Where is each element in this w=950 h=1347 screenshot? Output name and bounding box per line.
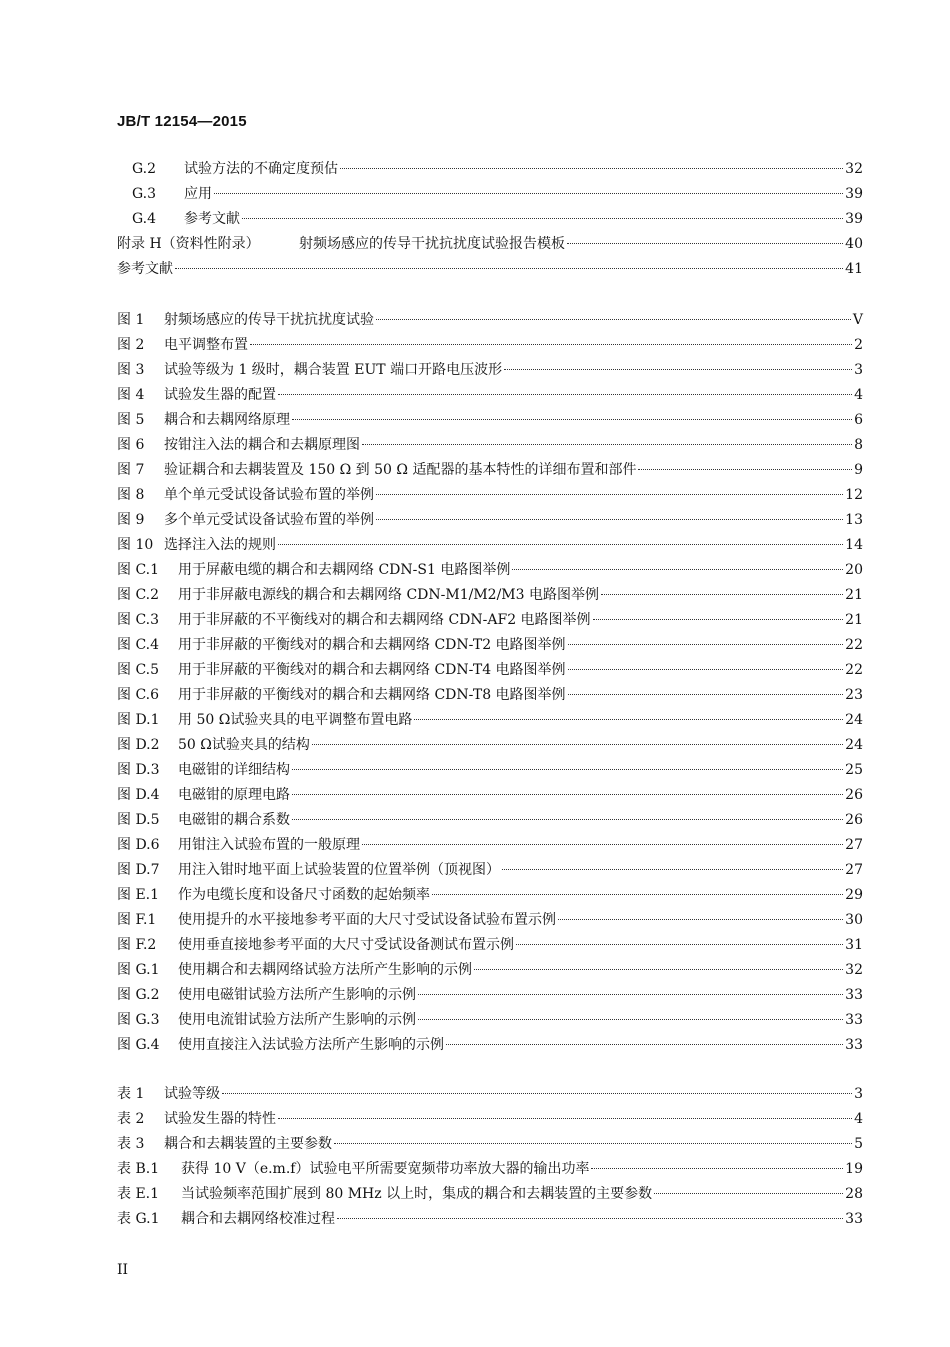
toc-entry-page: 9 — [854, 462, 863, 478]
toc-entry[interactable] — [117, 508, 863, 533]
toc-entry[interactable] — [117, 633, 863, 658]
toc-entry-title: 用钳注入试验布置的一般原理 — [178, 837, 360, 853]
toc-entry-page: 33 — [845, 1211, 863, 1227]
toc-entry-number: 图 D.6 — [117, 837, 160, 853]
toc-entry-number: 图 C.2 — [117, 587, 160, 603]
toc-entry-number: 图 D.4 — [117, 787, 160, 803]
toc-entry-page: 23 — [845, 687, 863, 703]
toc-entry-page: 28 — [845, 1186, 863, 1202]
toc-entry-number: 图 1 — [117, 312, 145, 328]
toc-entry-number: 表 E.1 — [117, 1186, 160, 1202]
toc-entry-number: 图 10 — [117, 537, 154, 553]
toc-entry-number: 图 C.4 — [117, 637, 160, 653]
toc-entry-title: 使用垂直接地参考平面的大尺寸受试设备测试布置示例 — [178, 937, 514, 953]
toc-entry-title: 电磁钳的耦合系数 — [178, 812, 290, 828]
toc-entry-title: 使用电流钳试验方法所产生影响的示例 — [178, 1012, 416, 1028]
toc-entry-title: 用于非屏蔽电源线的耦合和去耦网络 CDN-M1/M2/M3 电路图举例 — [178, 587, 599, 603]
toc-entry-number: 图 G.2 — [117, 987, 160, 1003]
toc-entry-title: 多个单元受试设备试验布置的举例 — [164, 512, 374, 528]
toc-entry[interactable] — [117, 758, 863, 783]
toc-entry-title: 获得 10 V（e.m.f）试验电平所需要宽频带功率放大器的输出功率 — [181, 1161, 590, 1177]
toc-entry-number: 图 D.3 — [117, 762, 160, 778]
toc-entry-title: 试验等级为 1 级时，耦合装置 EUT 端口开路电压波形 — [164, 362, 503, 378]
dot-leader — [446, 1044, 843, 1045]
toc-entry[interactable]: 附录 H（资料性附录） 射频场感应的传导干扰抗扰度试验报告模板 40 — [117, 232, 863, 257]
toc-entry[interactable] — [117, 683, 863, 708]
toc-entry-number: 图 F.1 — [117, 912, 157, 928]
toc-entry-page: 14 — [845, 537, 863, 553]
toc-entry-page: 6 — [854, 412, 863, 428]
dot-leader — [414, 719, 843, 720]
toc-entry-page: 5 — [854, 1136, 863, 1152]
toc-entry-page: 27 — [845, 837, 863, 853]
toc-entry-page: 29 — [845, 887, 863, 903]
toc-entry-title: 单个单元受试设备试验布置的举例 — [164, 487, 374, 503]
toc-entry-number: 表 B.1 — [117, 1161, 160, 1177]
toc-entry[interactable] — [117, 783, 863, 808]
toc-entry-number: 图 E.1 — [117, 887, 160, 903]
toc-entry-page: 3 — [854, 362, 863, 378]
toc-entry-number: 图 G.4 — [117, 1037, 160, 1053]
toc-entry-title: 使用耦合和去耦网络试验方法所产生影响的示例 — [178, 962, 472, 978]
toc-entry[interactable] — [117, 958, 863, 983]
toc-entry-title: 参考文献 — [184, 211, 240, 227]
toc-entry-title: 用于非屏蔽的不平衡线对的耦合和去耦网络 CDN-AF2 电路图举例 — [178, 612, 591, 628]
dot-leader — [312, 744, 843, 745]
toc-entry[interactable] — [117, 1107, 863, 1132]
toc-entry-title: 选择注入法的规则 — [164, 537, 276, 553]
dot-leader — [504, 369, 852, 370]
toc-entry-title: 作为电缆长度和设备尺寸函数的起始频率 — [178, 887, 430, 903]
toc-entry-number: 表 G.1 — [117, 1211, 160, 1227]
dot-leader — [474, 969, 843, 970]
toc-entry-number: 图 8 — [117, 487, 145, 503]
toc-entry[interactable]: G.4 参考文献 39 — [117, 207, 863, 232]
toc-entry-number: 图 C.3 — [117, 612, 160, 628]
document-number-header: JB/T 12154—2015 — [117, 113, 247, 130]
toc-entry-title: 用于非屏蔽的平衡线对的耦合和去耦网络 CDN-T8 电路图举例 — [178, 687, 566, 703]
toc-entry-title: 用于屏蔽电缆的耦合和去耦网络 CDN-S1 电路图举例 — [178, 562, 511, 578]
toc-entry-page: 12 — [845, 487, 863, 503]
toc-entry-page: 39 — [845, 186, 863, 202]
toc-entry-title: 用于非屏蔽的平衡线对的耦合和去耦网络 CDN-T4 电路图举例 — [178, 662, 566, 678]
toc-entry[interactable] — [117, 908, 863, 933]
toc-entry-number: 图 7 — [117, 462, 145, 478]
toc-entry-page: 24 — [845, 712, 863, 728]
dot-leader — [334, 1143, 852, 1144]
dot-leader — [292, 819, 843, 820]
toc-entry[interactable] — [117, 983, 863, 1008]
toc-entry-number: 图 6 — [117, 437, 145, 453]
toc-entry[interactable] — [117, 808, 863, 833]
toc-entry-page: 39 — [845, 211, 863, 227]
toc-entry[interactable] — [117, 1082, 863, 1107]
toc-entry-title: 使用提升的水平接地参考平面的大尺寸受试设备试验布置示例 — [178, 912, 556, 928]
dot-leader — [292, 419, 852, 420]
toc-entry-page: 27 — [845, 862, 863, 878]
toc-entry-number: 图 D.1 — [117, 712, 160, 728]
dot-leader — [601, 594, 843, 595]
toc-entry[interactable] — [117, 358, 863, 383]
toc-entry-number: 图 C.5 — [117, 662, 160, 678]
toc-entry-number: 图 G.3 — [117, 1012, 160, 1028]
toc-entry-page: 33 — [845, 1012, 863, 1028]
toc-entry-page: 22 — [845, 637, 863, 653]
toc-entry-number: 图 5 — [117, 412, 145, 428]
toc-figures-section — [117, 308, 863, 1058]
toc-entry-title: 50 Ω试验夹具的结构 — [178, 737, 310, 753]
dot-leader — [593, 619, 844, 620]
toc-entry-title: 用 50 Ω试验夹具的电平调整布置电路 — [178, 712, 413, 728]
dot-leader — [376, 494, 843, 495]
toc-tables-section — [117, 1082, 863, 1232]
toc-entry-page: 30 — [845, 912, 863, 928]
dot-leader — [568, 669, 844, 670]
dot-leader — [376, 519, 843, 520]
dot-leader — [638, 469, 852, 470]
toc-entry-title: 射频场感应的传导干扰抗扰度试验 — [164, 312, 374, 328]
toc-entry-title: 电磁钳的原理电路 — [178, 787, 290, 803]
toc-entry-title: 试验等级 — [164, 1086, 220, 1102]
dot-leader — [568, 694, 844, 695]
toc-entry[interactable] — [117, 883, 863, 908]
toc-entry-page: 33 — [845, 1037, 863, 1053]
dot-leader — [512, 569, 843, 570]
toc-entry-title: 试验发生器的配置 — [164, 387, 276, 403]
toc-entry-page: 32 — [845, 962, 863, 978]
toc-entry-title: 耦合和去耦装置的主要参数 — [164, 1136, 332, 1152]
toc-entry-page: 26 — [845, 812, 863, 828]
toc-entry-number: 图 4 — [117, 387, 145, 403]
toc-entry[interactable] — [117, 1132, 863, 1157]
toc-entry-page: 33 — [845, 987, 863, 1003]
dot-leader — [362, 444, 852, 445]
toc-entry-title: 使用电磁钳试验方法所产生影响的示例 — [178, 987, 416, 1003]
toc-entry[interactable] — [117, 733, 863, 758]
toc-entry-page: 24 — [845, 737, 863, 753]
toc-entry[interactable] — [117, 533, 863, 558]
toc-entry-page: 4 — [854, 1111, 863, 1127]
toc-entry[interactable] — [117, 658, 863, 683]
toc-entry-number: 图 F.2 — [117, 937, 157, 953]
dot-leader — [591, 1168, 843, 1169]
toc-entry[interactable]: G.3 应用 39 — [117, 182, 863, 207]
toc-entry-title: 参考文献 — [117, 261, 173, 277]
dot-leader — [568, 644, 844, 645]
dot-leader — [432, 894, 843, 895]
dot-leader — [516, 944, 843, 945]
dot-leader — [242, 218, 843, 219]
dot-leader — [292, 794, 843, 795]
dot-leader — [278, 544, 843, 545]
toc-annex-section — [117, 157, 863, 282]
toc-entry-page: 26 — [845, 787, 863, 803]
toc-entry[interactable] — [117, 933, 863, 958]
toc-entry-number: 图 C.6 — [117, 687, 160, 703]
dot-leader — [250, 344, 852, 345]
toc-entry[interactable] — [117, 608, 863, 633]
toc-entry[interactable] — [117, 383, 863, 408]
toc-entry-page: 22 — [845, 662, 863, 678]
toc-entry-title: 使用直接注入法试验方法所产生影响的示例 — [178, 1037, 444, 1053]
toc-entry-title: 耦合和去耦网络校准过程 — [181, 1211, 335, 1227]
dot-leader — [362, 844, 843, 845]
dot-leader — [567, 243, 843, 244]
page-number-footer: II — [117, 1262, 129, 1278]
toc-entry-number: 图 9 — [117, 512, 145, 528]
dot-leader — [502, 869, 843, 870]
dot-leader — [376, 319, 851, 320]
toc-entry-title: 射频场感应的传导干扰抗扰度试验报告模板 — [299, 236, 565, 252]
toc-entry-title: 当试验频率范围扩展到 80 MHz 以上时，集成的耦合和去耦装置的主要参数 — [181, 1186, 653, 1202]
dot-leader — [278, 1118, 852, 1119]
toc-entry[interactable] — [117, 1008, 863, 1033]
toc-entry-page: 31 — [845, 937, 863, 953]
toc-entry[interactable] — [117, 1182, 863, 1207]
toc-entry-title: 应用 — [184, 186, 212, 202]
dot-leader — [292, 769, 843, 770]
toc-entry-number: 图 D.2 — [117, 737, 160, 753]
toc-entry-title: 验证耦合和去耦装置及 150 Ω 到 50 Ω 适配器的基本特性的详细布置和部件 — [164, 462, 637, 478]
toc-entry-number: 图 C.1 — [117, 562, 160, 578]
toc-entry[interactable] — [117, 308, 863, 333]
dot-leader — [175, 268, 843, 269]
toc-entry[interactable] — [117, 833, 863, 858]
toc-entry-page: 21 — [845, 612, 863, 628]
toc-entry-title: 用于非屏蔽的平衡线对的耦合和去耦网络 CDN-T2 电路图举例 — [178, 637, 566, 653]
toc-entry-number: 表 3 — [117, 1136, 145, 1152]
toc-entry[interactable] — [117, 458, 863, 483]
toc-entry[interactable] — [117, 483, 863, 508]
toc-entry-page: 4 — [854, 387, 863, 403]
toc-entry[interactable] — [117, 583, 863, 608]
toc-entry-page: 21 — [845, 587, 863, 603]
toc-entry[interactable] — [117, 433, 863, 458]
toc-entry-title: 耦合和去耦网络原理 — [164, 412, 290, 428]
toc-entry-title: 试验方法的不确定度预估 — [184, 161, 338, 177]
toc-entry-number: 图 D.5 — [117, 812, 160, 828]
toc-entry-title: 按钳注入法的耦合和去耦原理图 — [164, 437, 360, 453]
toc-entry-title: 用注入钳时地平面上试验装置的位置举例（顶视图） — [178, 862, 500, 878]
dot-leader — [418, 1019, 843, 1020]
toc-entry-page: 32 — [845, 161, 863, 177]
toc-entry-number: 图 D.7 — [117, 862, 160, 878]
dot-leader — [222, 1093, 852, 1094]
toc-entry-number: 图 G.1 — [117, 962, 160, 978]
dot-leader — [654, 1193, 843, 1194]
toc-entry[interactable]: G.2 试验方法的不确定度预估 32 — [117, 157, 863, 182]
dot-leader — [418, 994, 843, 995]
toc-entry-page: 20 — [845, 562, 863, 578]
toc-entry[interactable] — [117, 1033, 863, 1058]
toc-entry-number: 表 2 — [117, 1111, 145, 1127]
dot-leader — [337, 1218, 843, 1219]
toc-entry-title: 电平调整布置 — [164, 337, 248, 353]
toc-entry-page: 2 — [854, 337, 863, 353]
toc-entry-page: 25 — [845, 762, 863, 778]
toc-entry[interactable] — [117, 408, 863, 433]
toc-entry-number: 表 1 — [117, 1086, 145, 1102]
toc-entry-page: 8 — [854, 437, 863, 453]
toc-entry[interactable] — [117, 1207, 863, 1232]
toc-entry-title: 试验发生器的特性 — [164, 1111, 276, 1127]
toc-entry-page: V — [852, 312, 863, 328]
toc-entry-number: 图 2 — [117, 337, 145, 353]
toc-entry[interactable] — [117, 257, 863, 282]
toc-entry[interactable] — [117, 858, 863, 883]
toc-entry[interactable] — [117, 708, 863, 733]
toc-entry-page: 19 — [845, 1161, 863, 1177]
dot-leader — [340, 168, 843, 169]
toc-entry-title: 电磁钳的详细结构 — [178, 762, 290, 778]
toc-entry-page: 3 — [854, 1086, 863, 1102]
toc-entry[interactable] — [117, 1157, 863, 1182]
dot-leader — [214, 193, 843, 194]
toc-entry-page: 13 — [845, 512, 863, 528]
toc-entry[interactable] — [117, 333, 863, 358]
toc-entry-number: 图 3 — [117, 362, 145, 378]
dot-leader — [278, 394, 852, 395]
toc-entry-page: 40 — [845, 236, 863, 252]
dot-leader — [558, 919, 843, 920]
toc-entry-page: 41 — [845, 261, 863, 277]
toc-entry[interactable] — [117, 558, 863, 583]
